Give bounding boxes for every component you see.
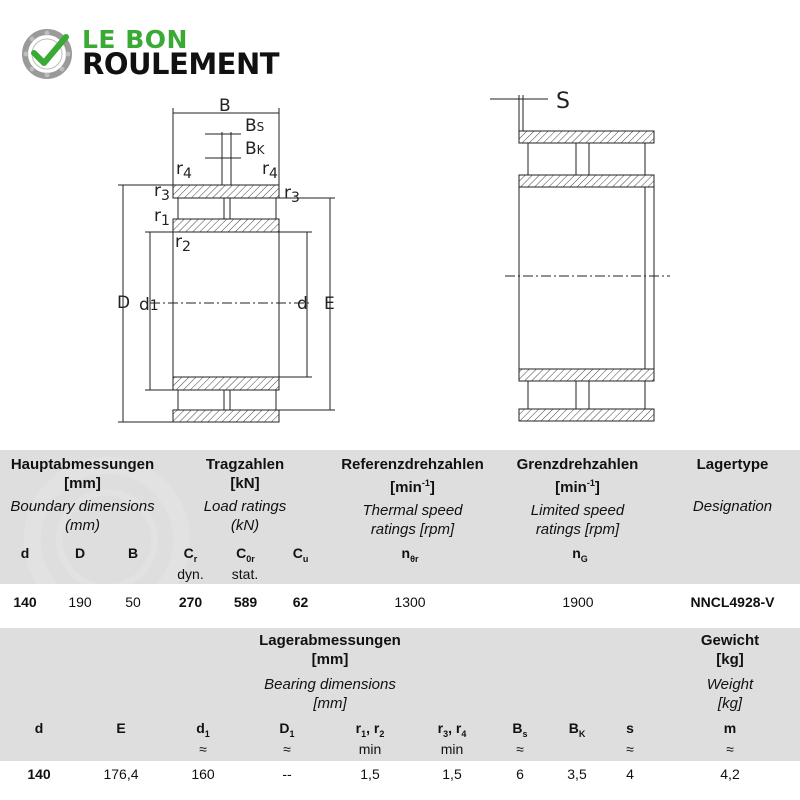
- t2-row-m: 4,2: [720, 766, 740, 782]
- t2-col-d: d: [34, 720, 44, 736]
- label-r4-left: $r_4$: [176, 159, 192, 182]
- label-Bk: BK: [245, 139, 265, 159]
- t2-Bs-approx: ≈: [516, 741, 524, 757]
- label-D: D: [117, 293, 131, 313]
- t1-ref-speed: Referenzdrehzahlen $[\min^{-1}]$ Thermal speed ratings [rpm]: [341, 456, 484, 538]
- t2-row-Bs: 6: [516, 766, 524, 782]
- t2-col-r12: $r_1$, $r_2$: [355, 720, 385, 739]
- t1-col-ntr: $n_{\theta r}$: [401, 545, 419, 564]
- t2-row-s: 4: [626, 766, 634, 782]
- label-E: E: [324, 294, 335, 314]
- logo-line2: ROULEMENT: [82, 47, 280, 81]
- t1-col-C0r: $C_{0r}$: [236, 545, 255, 564]
- label-S: S: [556, 89, 570, 114]
- t1-row-Cu: 62: [292, 594, 309, 610]
- t1-row-ntr: 1300: [394, 594, 426, 610]
- t2-col-Bk: $B_K$: [568, 720, 586, 739]
- label-r3-right: $r_3$: [284, 183, 300, 206]
- label-B: B: [219, 96, 231, 116]
- left-section-view: [118, 108, 335, 422]
- label-d1: d1: [139, 295, 159, 315]
- t1-col-B: B: [127, 545, 139, 561]
- t2-col-m: m: [723, 720, 737, 736]
- t2-weight: Gewicht [kg] Weight [kg]: [700, 632, 760, 712]
- t2-row-E: 176,4: [103, 766, 139, 782]
- t2-d1-approx: ≈: [199, 741, 207, 757]
- t1-row-Cr: 270: [178, 594, 203, 610]
- t1-col-d: d: [20, 545, 30, 561]
- t2-col-Bs: $B_s$: [512, 720, 528, 739]
- t2-r12-min: min: [358, 741, 382, 757]
- t1-col-nG: $n_G$: [572, 545, 588, 564]
- t2-bearing-dims: Lagerabmessungen [mm] Bearing dimensions [mm]: [259, 632, 401, 712]
- t2-col-d1: $d_1$: [196, 720, 210, 739]
- t2-col-r34: $r_3$, $r_4$: [437, 720, 467, 739]
- t2-D1-approx: ≈: [283, 741, 291, 757]
- t2-col-D1: $D_1$: [279, 720, 295, 739]
- label-r2: $r_2$: [175, 232, 191, 255]
- t1-row-B: 50: [125, 594, 141, 610]
- t2-m-approx: ≈: [726, 741, 734, 757]
- t1-col-D: D: [74, 545, 86, 561]
- t1-load-ratings: Tragzahlen [kN] Load ratings (kN): [203, 456, 287, 534]
- t1-main-dims: Hauptabmessungen [mm] Boundary dimensions (mm): [10, 456, 155, 534]
- t2-r34-min: min: [440, 741, 464, 757]
- t1-row-nG: 1900: [562, 594, 594, 610]
- label-r3-left: $r_3$: [154, 181, 170, 204]
- t1-row-d: 140: [13, 594, 37, 610]
- t2-col-E: E: [116, 720, 126, 736]
- t1-dyn: dyn.: [177, 566, 204, 582]
- t1-designation: Lagertype Designation: [692, 456, 773, 515]
- t1-col-Cr: $C_r$: [183, 545, 198, 564]
- t2-row-d1: 160: [191, 766, 215, 782]
- right-section-view: [490, 95, 670, 421]
- label-d: d: [297, 294, 308, 314]
- t2-row-r34: 1,5: [442, 766, 462, 782]
- t2-row-D1: --: [282, 766, 292, 782]
- t2-s-approx: ≈: [626, 741, 634, 757]
- t1-row-C0r: 589: [233, 594, 258, 610]
- t2-col-s: s: [626, 720, 634, 736]
- t1-stat: stat.: [231, 566, 259, 582]
- label-r1: $r_1$: [154, 206, 170, 229]
- t1-limit-speed: Grenzdrehzahlen $[\min^{-1}]$ Limited speed ratings [rpm]: [516, 456, 639, 538]
- t2-row-r12: 1,5: [360, 766, 380, 782]
- label-r4-right: $r_4$: [262, 159, 278, 182]
- t1-row-D: 190: [68, 594, 92, 610]
- t1-row-designation: NNCL4928-V: [690, 594, 775, 610]
- logo-line1: LE BON: [82, 25, 188, 54]
- label-Bs: BS: [245, 116, 265, 136]
- t2-row-d: 140: [27, 766, 51, 782]
- t1-col-Cu: $C_u$: [292, 545, 309, 564]
- t2-row-Bk: 3,5: [567, 766, 587, 782]
